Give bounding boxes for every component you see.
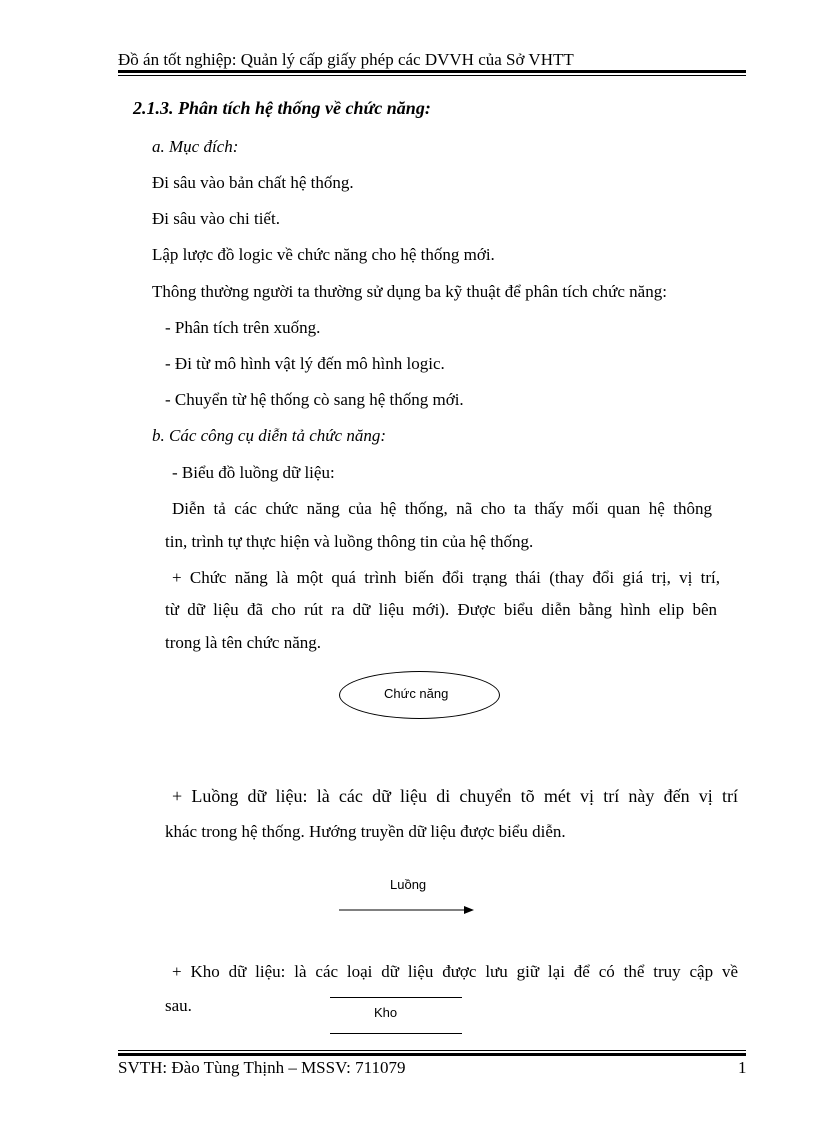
flow-arrow-icon [338,903,478,917]
purpose-line: Lập lược đồ logic về chức năng cho hệ thống mới. [152,245,495,264]
purpose-heading: a. Mục đích: [152,137,239,156]
flow-description-line: + Luồng dữ liệu: là các dữ liệu di chuyển tõ mét vị trí này đến vị trí [172,786,738,806]
store-description-line: sau. [165,996,192,1015]
purpose-line: Thông thường người ta thường sử dụng ba kỹ thuật để phân tích chức năng: [152,282,667,301]
store-label: Kho [374,1005,398,1020]
purpose-line: Đi sâu vào bản chất hệ thống. [152,173,354,192]
store-description-line: + Kho dữ liệu: là các loại dữ liệu được lưu giữ lại để có thể truy cập về [172,962,738,981]
page-number: 1 [738,1058,747,1077]
purpose-line: Đi sâu vào chi tiết. [152,209,280,228]
section-title: 2.1.3. Phân tích hệ thống về chức năng: [133,98,431,118]
store-bottom-line [330,1033,462,1034]
function-description-line: trong là tên chức năng. [165,633,322,652]
footer-rule-thin [118,1050,746,1051]
flow-arrow-label: Luồng [390,877,427,892]
function-description-line: + Chức năng là một quá trình biến đổi trạng thái (thay đổi giá trị, vị trí, [172,568,720,587]
function-ellipse-label: Chức năng [384,686,449,701]
function-description-line: từ dữ liệu đã cho rút ra dữ liệu mới). Được biểu diễn bằng hình elip bên [165,600,717,619]
technique-item: - Phân tích trên xuống. [165,318,321,337]
tools-heading: b. Các công cụ diễn tả chức năng: [152,426,386,445]
dfd-heading: - Biểu đồ luồng dữ liệu: [172,463,335,482]
dfd-description-line: tin, trình tự thực hiện và luồng thông tin của hệ thống. [165,532,534,551]
footer-rule-thick [118,1053,746,1056]
dfd-description-line: Diễn tả các chức năng của hệ thống, nã cho ta thấy mối quan hệ thông [172,499,712,518]
header-rule-thick [118,70,746,73]
technique-item: - Đi từ mô hình vật lý đến mô hình logic. [165,354,445,373]
header-rule-thin [118,75,746,76]
flow-description-line: khác trong hệ thống. Hướng truyền dữ liệu được biểu diễn. [165,822,566,841]
technique-item: - Chuyển từ hệ thống cò sang hệ thống mới. [165,390,464,409]
store-top-line [330,997,462,998]
footer-author: SVTH: Đào Tùng Thịnh – MSSV: 711079 [118,1058,406,1077]
page-header-title: Đồ án tốt nghiệp: Quản lý cấp giấy phép các DVVH của Sở VHTT [118,50,574,69]
